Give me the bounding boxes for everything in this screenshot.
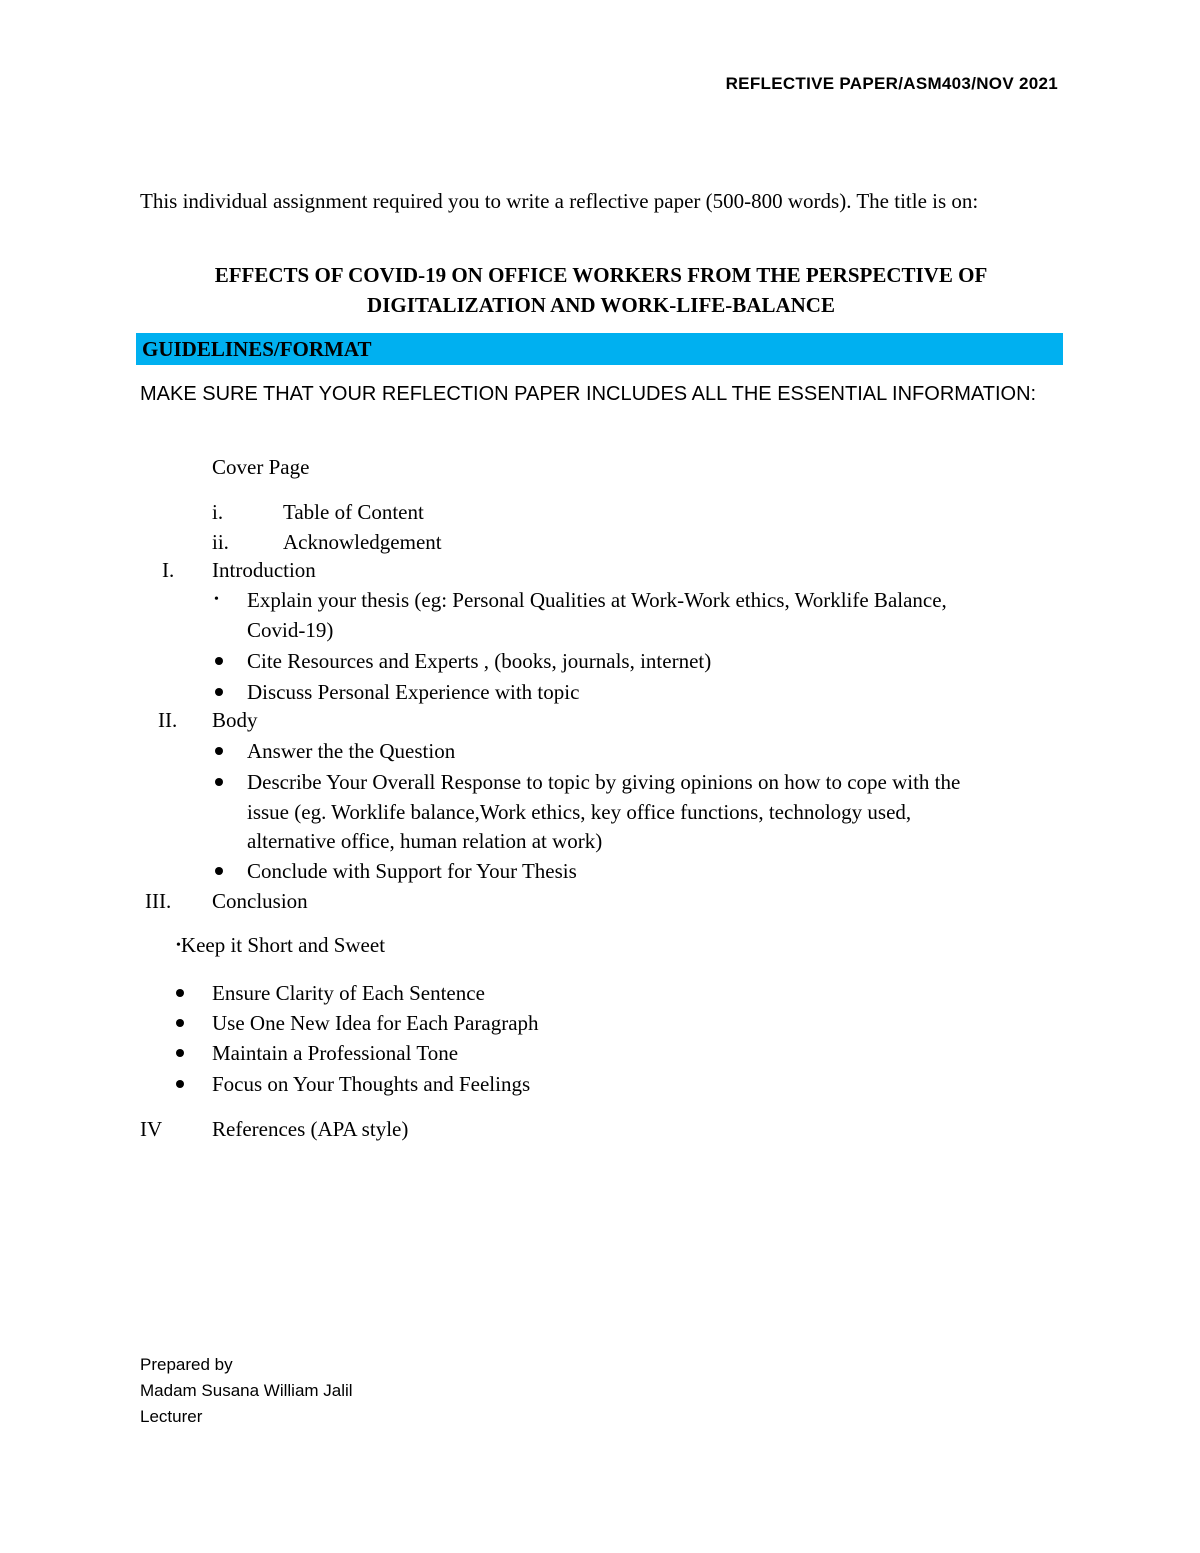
guidelines-banner [136,333,1063,365]
front-matter-text: Table of Content [283,500,424,524]
title-line-1: EFFECTS OF COVID-19 ON OFFICE WORKERS FROM THE PERSPECTIVE OF [214,263,988,287]
list-item: Cite Resources and Experts , (books, journals, internet) [247,649,712,673]
section-title: References (APA style) [212,1117,409,1141]
section-heading-references [140,1114,409,1144]
list-item: Maintain a Professional Tone [212,1041,459,1065]
list-item-continued: Covid-19) [247,618,334,642]
bullet-icon [215,778,223,786]
front-matter-numeral: ii. [212,530,229,554]
section-title: Conclusion [212,889,308,913]
list-item: Focus on Your Thoughts and Feelings [212,1072,531,1096]
author-name: Madam Susana William Jalil [140,1381,353,1400]
bullet-icon [215,688,223,696]
conclusion-subhead-text: Keep it Short and Sweet [180,933,386,957]
instructions-paragraph: MAKE SURE THAT YOUR REFLECTION PAPER INCLUDES ALL THE ESSENTIAL INFORMATION: [140,383,1037,405]
front-matter-numeral: i. [212,500,224,524]
title-line-2: DIGITALIZATION AND WORK-LIFE-BALANCE [367,293,835,317]
section-title: Introduction [212,558,316,582]
front-matter-text: Acknowledgement [283,530,442,554]
list-item: Conclude with Support for Your Thesis [247,859,577,883]
small-bullet-icon: • [214,592,219,607]
intro-paragraph: This individual assignment required you to write a reflective paper (500-800 words). The title is on: [140,189,979,213]
list-item-continued: alternative office, human relation at work) [247,829,603,853]
guidelines-banner-label: GUIDELINES/FORMAT [142,337,372,361]
list-item: Ensure Clarity of Each Sentence [212,981,485,1005]
conclusion-subhead [176,930,385,961]
bullet-icon [176,1019,184,1027]
bullet-icon [215,657,223,665]
small-bullet-icon: • [176,938,181,953]
list-item: Answer the the Question [247,739,456,763]
list-item: Discuss Personal Experience with topic [247,680,580,704]
bullet-icon [215,867,223,875]
section-numeral: IV [140,1117,163,1141]
author-role: Lecturer [140,1407,203,1426]
document-header-code: REFLECTIVE PAPER/ASM403/NOV 2021 [725,74,1058,93]
section-heading-conclusion [145,886,308,916]
section-heading-introduction [162,555,316,585]
document-title [140,260,1062,320]
list-item: Describe Your Overall Response to topic by giving opinions on how to cope with the [247,770,961,794]
bullet-icon [215,747,223,755]
section-numeral: II. [158,708,178,732]
prepared-by-label: Prepared by [140,1355,233,1374]
section-numeral: I. [162,558,175,582]
list-item-continued: issue (eg. Worklife balance,Work ethics, key office functions, technology used, [247,800,912,824]
cover-page-item: Cover Page [212,455,310,479]
bullet-icon [176,1049,184,1057]
bullet-icon [176,989,184,997]
front-matter-item [212,497,424,527]
bullet-icon [176,1080,184,1088]
front-matter-item [212,527,442,557]
section-numeral: III. [145,889,172,913]
section-title: Body [212,708,258,732]
list-item: Explain your thesis (eg: Personal Qualities at Work-Work ethics, Worklife Balance, [247,588,947,612]
section-heading-body [158,705,258,735]
list-item: Use One New Idea for Each Paragraph [212,1011,539,1035]
